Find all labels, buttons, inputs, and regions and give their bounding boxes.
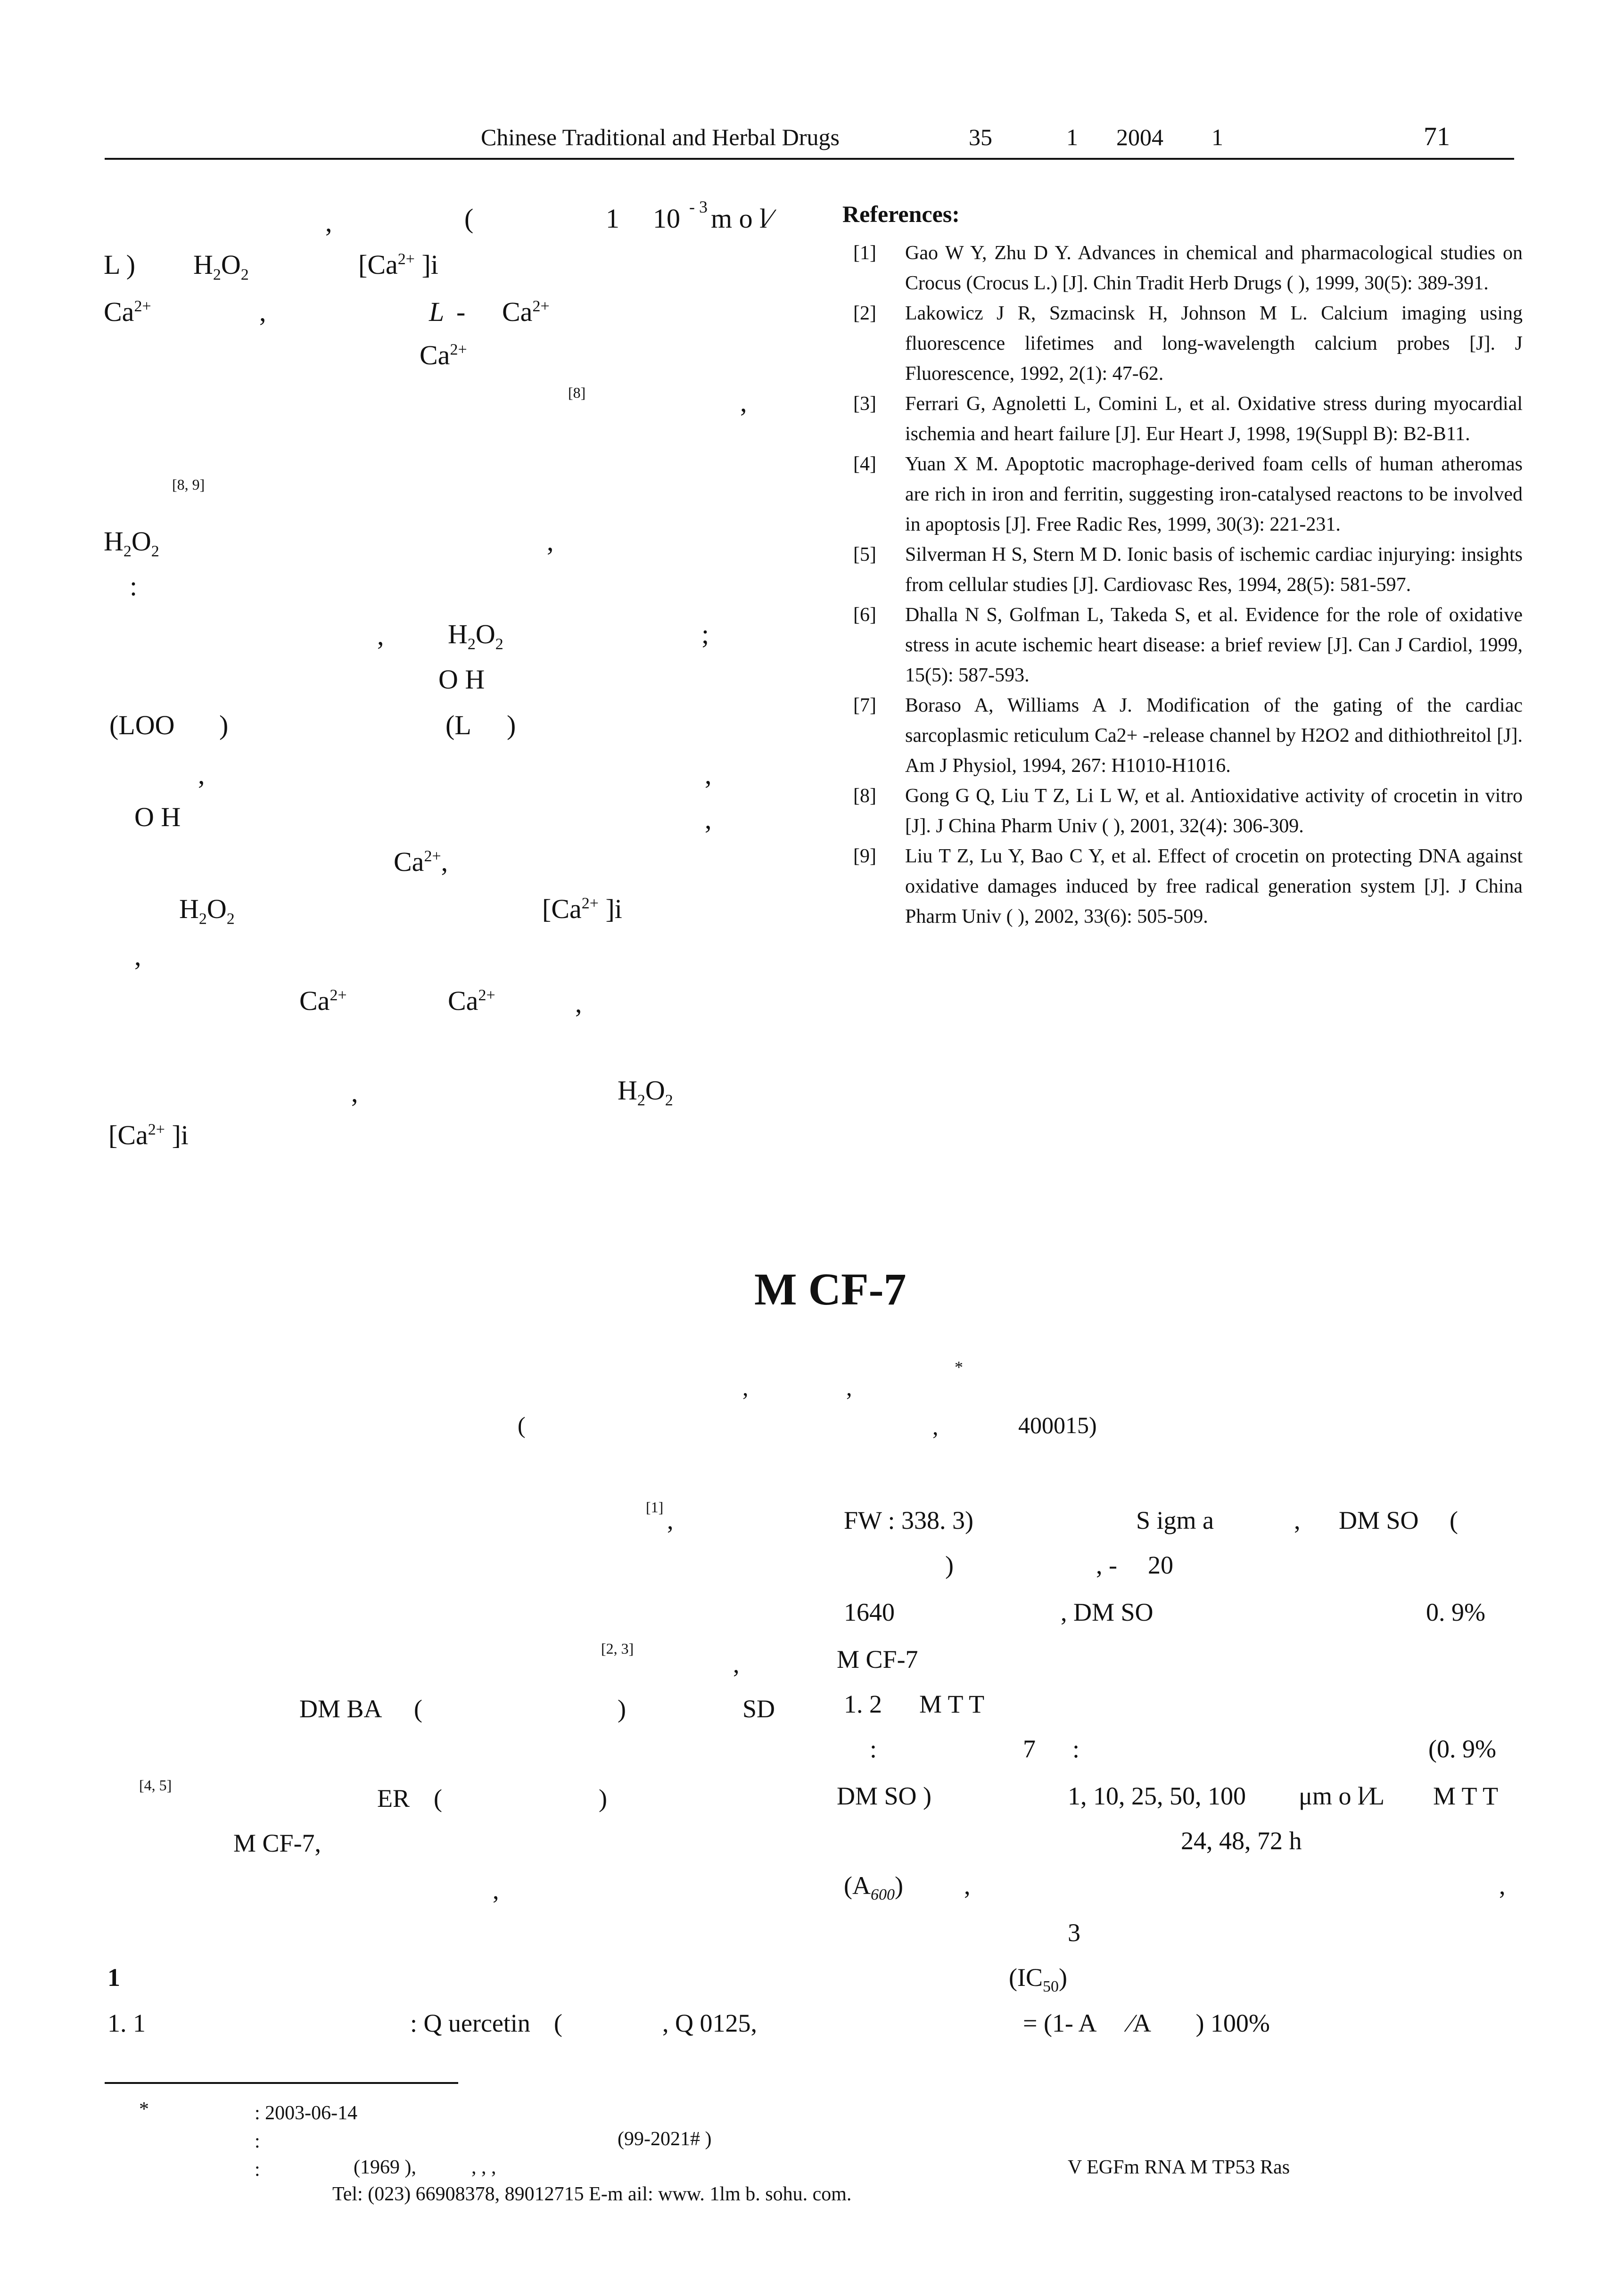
reference-number: [5]	[853, 544, 876, 566]
text-fragment: ,	[325, 207, 332, 238]
ca-ion: [$Ca^{2+}$ ]i	[542, 894, 622, 924]
reference-item	[844, 600, 1523, 690]
reference-list	[844, 238, 1523, 932]
ca-ion: $Ca^{2+}$	[448, 985, 495, 1016]
reference-item	[844, 238, 1523, 298]
text-fragment: ,	[740, 387, 747, 418]
text-fragment: ,	[575, 988, 582, 1018]
text-fragment: L	[429, 296, 445, 327]
text-fragment: (L	[445, 710, 471, 740]
citation: [8]	[568, 384, 586, 401]
author-comma: ,	[742, 1374, 749, 1401]
text-fragment: (	[464, 203, 474, 234]
ca-ion: $Ca^{2+}$	[502, 296, 550, 327]
text-fragment: ,	[259, 296, 266, 327]
text-fragment: ,	[493, 1876, 499, 1904]
ic50: $(IC_{50})$	[1009, 1963, 1067, 1995]
ca-ion: [$Ca^{2+}$ ]i	[358, 249, 438, 280]
affiliation-comma: ,	[932, 1413, 939, 1440]
text-fragment: )	[507, 710, 516, 740]
reference-text: Gong G Q, Liu T Z, Li L W, et al. Antioxidative activity of crocetin in vitro [J]. J China Pharm Univ ( ), 2001, 32(4): 306-309.	[905, 785, 1523, 837]
mcf7: M CF-7	[837, 1645, 918, 1673]
storage-temp: 20	[1148, 1551, 1173, 1579]
time-points: 24, 48, 72 h	[1181, 1827, 1302, 1855]
contact-info: Tel: (023) 66908378, 89012715 E-m ail: www. 1lm b. sohu. com.	[332, 2183, 852, 2205]
citation: [2, 3]	[601, 1640, 634, 1657]
concentration-unit: μm o l⁄L	[1299, 1782, 1384, 1810]
text-fragment: 10	[653, 203, 680, 234]
ca-ion: $Ca^{2+}$	[299, 985, 347, 1016]
received-date: : 2003-06-14	[255, 2102, 358, 2124]
reference-number: [2]	[853, 303, 876, 324]
citation: [8, 9]	[172, 476, 205, 493]
text-fragment: )	[599, 1784, 607, 1812]
text-fragment: (LOO	[109, 710, 175, 740]
section-heading: 1	[107, 1963, 120, 1992]
research-keywords: V EGFm RNA M TP53 Ras	[1068, 2157, 1290, 2178]
text-fragment: )	[945, 1551, 954, 1579]
affiliation-postcode: 400015)	[1018, 1412, 1097, 1438]
text-fragment: -	[456, 296, 466, 327]
text-fragment: ,	[964, 1871, 971, 1900]
reference-text: Dhalla N S, Golfman L, Takeda S, et al. Evidence for the role of oxidative stress in acute ischemic heart disease: a brief review [J]. Can J Cardiol, 1999, 15(5): 587-593.	[905, 604, 1523, 686]
text-fragment: :	[130, 571, 138, 601]
rpmi-1640: 1640	[844, 1598, 895, 1626]
reference-text: Silverman H S, Stern M D. Ionic basis of ischemic cardiac injurying: insights from cellular studies [J]. Cardiovasc Res, 1994, 28(5): 581-597.	[905, 544, 1523, 596]
text-fragment: :	[1072, 1735, 1080, 1763]
quercetin: : Q uercetin	[410, 2009, 530, 2037]
text-fragment: (	[434, 1784, 442, 1812]
h2o2: $H_2O_2$	[448, 619, 503, 653]
reference-text: Liu T Z, Lu Y, Bao C Y, et al. Effect of crocetin on protecting DNA against oxidative damages induced by free radical generation system [J]. J China Pharm Univ ( ), 2002, 33(6): 505-509.	[905, 845, 1523, 927]
reference-item	[844, 690, 1523, 781]
sd-rats: SD	[742, 1695, 775, 1723]
reference-number: [4]	[853, 453, 876, 475]
text-fragment: 3	[1068, 1919, 1080, 1947]
ca-ion: $Ca^{2+}$,	[394, 846, 448, 877]
text-fragment: )	[618, 1695, 626, 1723]
ca-ion: $Ca^{2+}$	[104, 296, 151, 327]
reference-number: [6]	[853, 604, 876, 626]
percentage: (0. 9%	[1428, 1735, 1496, 1763]
year: 2004	[1116, 124, 1163, 150]
references-heading: References:	[842, 201, 960, 227]
text-fragment: )	[219, 710, 229, 740]
reference-number: [1]	[853, 242, 876, 264]
mtt: M T T	[1433, 1782, 1499, 1810]
absorbance: $(A_{600})$	[844, 1871, 903, 1903]
text-fragment: m o l⁄	[711, 203, 772, 234]
journal-name: Chinese Traditional and Herbal Drugs	[481, 124, 840, 150]
text-fragment: - 3	[689, 197, 708, 216]
reference-text: Lakowicz J R, Szmacinsk H, Johnson M L. Calcium imaging using fluorescence lifetimes and long-wavelength calcium probes [J]. J Fluorescence, 1992, 2(1): 47-62.	[905, 303, 1523, 385]
h2o2: $H_2O_2$	[179, 894, 235, 928]
reference-item	[844, 298, 1523, 389]
footnote-star: *	[139, 2099, 149, 2120]
sigma: S igm a	[1136, 1506, 1214, 1534]
text-fragment: ;	[701, 619, 709, 649]
reference-item	[844, 841, 1523, 932]
dmso: DM SO )	[837, 1782, 932, 1810]
dmso: DM SO	[1339, 1506, 1419, 1534]
issue: 1	[1066, 124, 1078, 150]
mcf7: M CF-7,	[233, 1829, 321, 1857]
text-fragment: (	[414, 1695, 422, 1723]
text-fragment: ,	[377, 620, 384, 651]
header-rule	[105, 158, 1514, 160]
text-fragment: ,	[134, 941, 141, 971]
formula-weight: FW : 338. 3)	[844, 1506, 974, 1534]
citation: [1]	[646, 1499, 664, 1516]
text-fragment: ,	[198, 759, 205, 790]
reference-text: Ferrari G, Agnoletti L, Comini L, et al. Oxidative stress during myocardial ischemia and heart failure [J]. Eur Heart J, 1998, 19(Suppl B): B2-B11.	[905, 393, 1523, 445]
author-comma: ,	[846, 1374, 852, 1401]
text-fragment: ,	[705, 804, 712, 835]
ca-ion: [$Ca^{2+}$ ]i	[108, 1120, 189, 1150]
concentrations: 1, 10, 25, 50, 100	[1068, 1782, 1246, 1810]
subsection-number: 1. 2	[844, 1690, 882, 1718]
reference-number: [7]	[853, 695, 876, 716]
article-title: M CF-7	[754, 1264, 907, 1314]
text-fragment: ,	[351, 1077, 358, 1108]
text-fragment: (	[1450, 1506, 1458, 1534]
hydroxyl: O H	[134, 802, 181, 832]
text-fragment: ,	[547, 526, 554, 557]
page-number: 71	[1424, 122, 1450, 151]
reference-text: Gao W Y, Zhu D Y. Advances in chemical and pharmacological studies on Crocus (Crocus L.) [J]. Chin Tradit Herb Drugs ( ), 1999, 30(5): 389-391.	[905, 242, 1523, 294]
inhibition-formula: = (1- A ⁄A ) 100%	[1023, 2009, 1270, 2037]
text-fragment: , , ,	[471, 2157, 496, 2178]
text-fragment: ,	[733, 1650, 740, 1678]
reference-item	[844, 540, 1523, 600]
reference-number: [9]	[853, 845, 876, 867]
month: 1	[1211, 124, 1223, 150]
dmba: DM BA	[299, 1695, 382, 1723]
mtt: M T T	[919, 1690, 985, 1718]
h2o2: $H_2O_2$	[193, 249, 249, 284]
reference-item	[844, 781, 1523, 841]
text-fragment: 7	[1023, 1735, 1036, 1763]
birth-year: (1969 ),	[354, 2157, 416, 2178]
footnote-rule	[105, 2082, 458, 2084]
text-fragment: L )	[104, 249, 136, 280]
fund-number: (99-2021# )	[618, 2128, 712, 2150]
citation: [4, 5]	[139, 1777, 172, 1794]
reference-number: [3]	[853, 393, 876, 415]
text-fragment: :	[870, 1735, 877, 1763]
reference-item	[844, 449, 1523, 540]
text-fragment: ,	[1294, 1506, 1301, 1534]
ca-ion: $Ca^{2+}$	[420, 340, 467, 370]
dmso: , DM SO	[1061, 1598, 1154, 1626]
hydroxyl: O H	[438, 664, 485, 695]
h2o2: $H_2O_2$	[104, 526, 159, 560]
text-fragment: :	[255, 2159, 260, 2181]
text-fragment: , -	[1096, 1551, 1117, 1579]
reference-text: Yuan X M. Apoptotic macrophage-derived foam cells of human atheromas are rich in iron and ferritin, suggesting iron-catalysed reactons to be involved in apoptosis [J]. Free Radic Res, 1999, 30(3): 221-231.	[905, 453, 1523, 535]
reference-item	[844, 389, 1523, 449]
text-fragment: ,	[1499, 1871, 1506, 1900]
volume: 35	[969, 124, 992, 150]
er-label: ER	[377, 1784, 410, 1812]
corresponding-star: *	[955, 1358, 963, 1377]
catalog-number: , Q 0125,	[662, 2009, 757, 2037]
text-fragment: 1	[606, 203, 619, 234]
h2o2: $H_2O_2$	[618, 1075, 673, 1109]
text-fragment: (	[554, 2009, 562, 2037]
subsection-number: 1. 1	[107, 2009, 146, 2037]
percentage: 0. 9%	[1426, 1598, 1485, 1626]
reference-text: Boraso A, Williams A J. Modification of the gating of the cardiac sarcoplasmic reticulum Ca2+ -release channel by H2O2 and dithiothreitol [J]. Am J Physiol, 1994, 267: H1010-H1016.	[905, 695, 1523, 777]
affiliation-open: (	[518, 1412, 526, 1438]
reference-number: [8]	[853, 785, 876, 807]
text-fragment: ,	[667, 1506, 674, 1534]
text-fragment: ,	[705, 759, 712, 790]
text-fragment: :	[255, 2131, 260, 2152]
